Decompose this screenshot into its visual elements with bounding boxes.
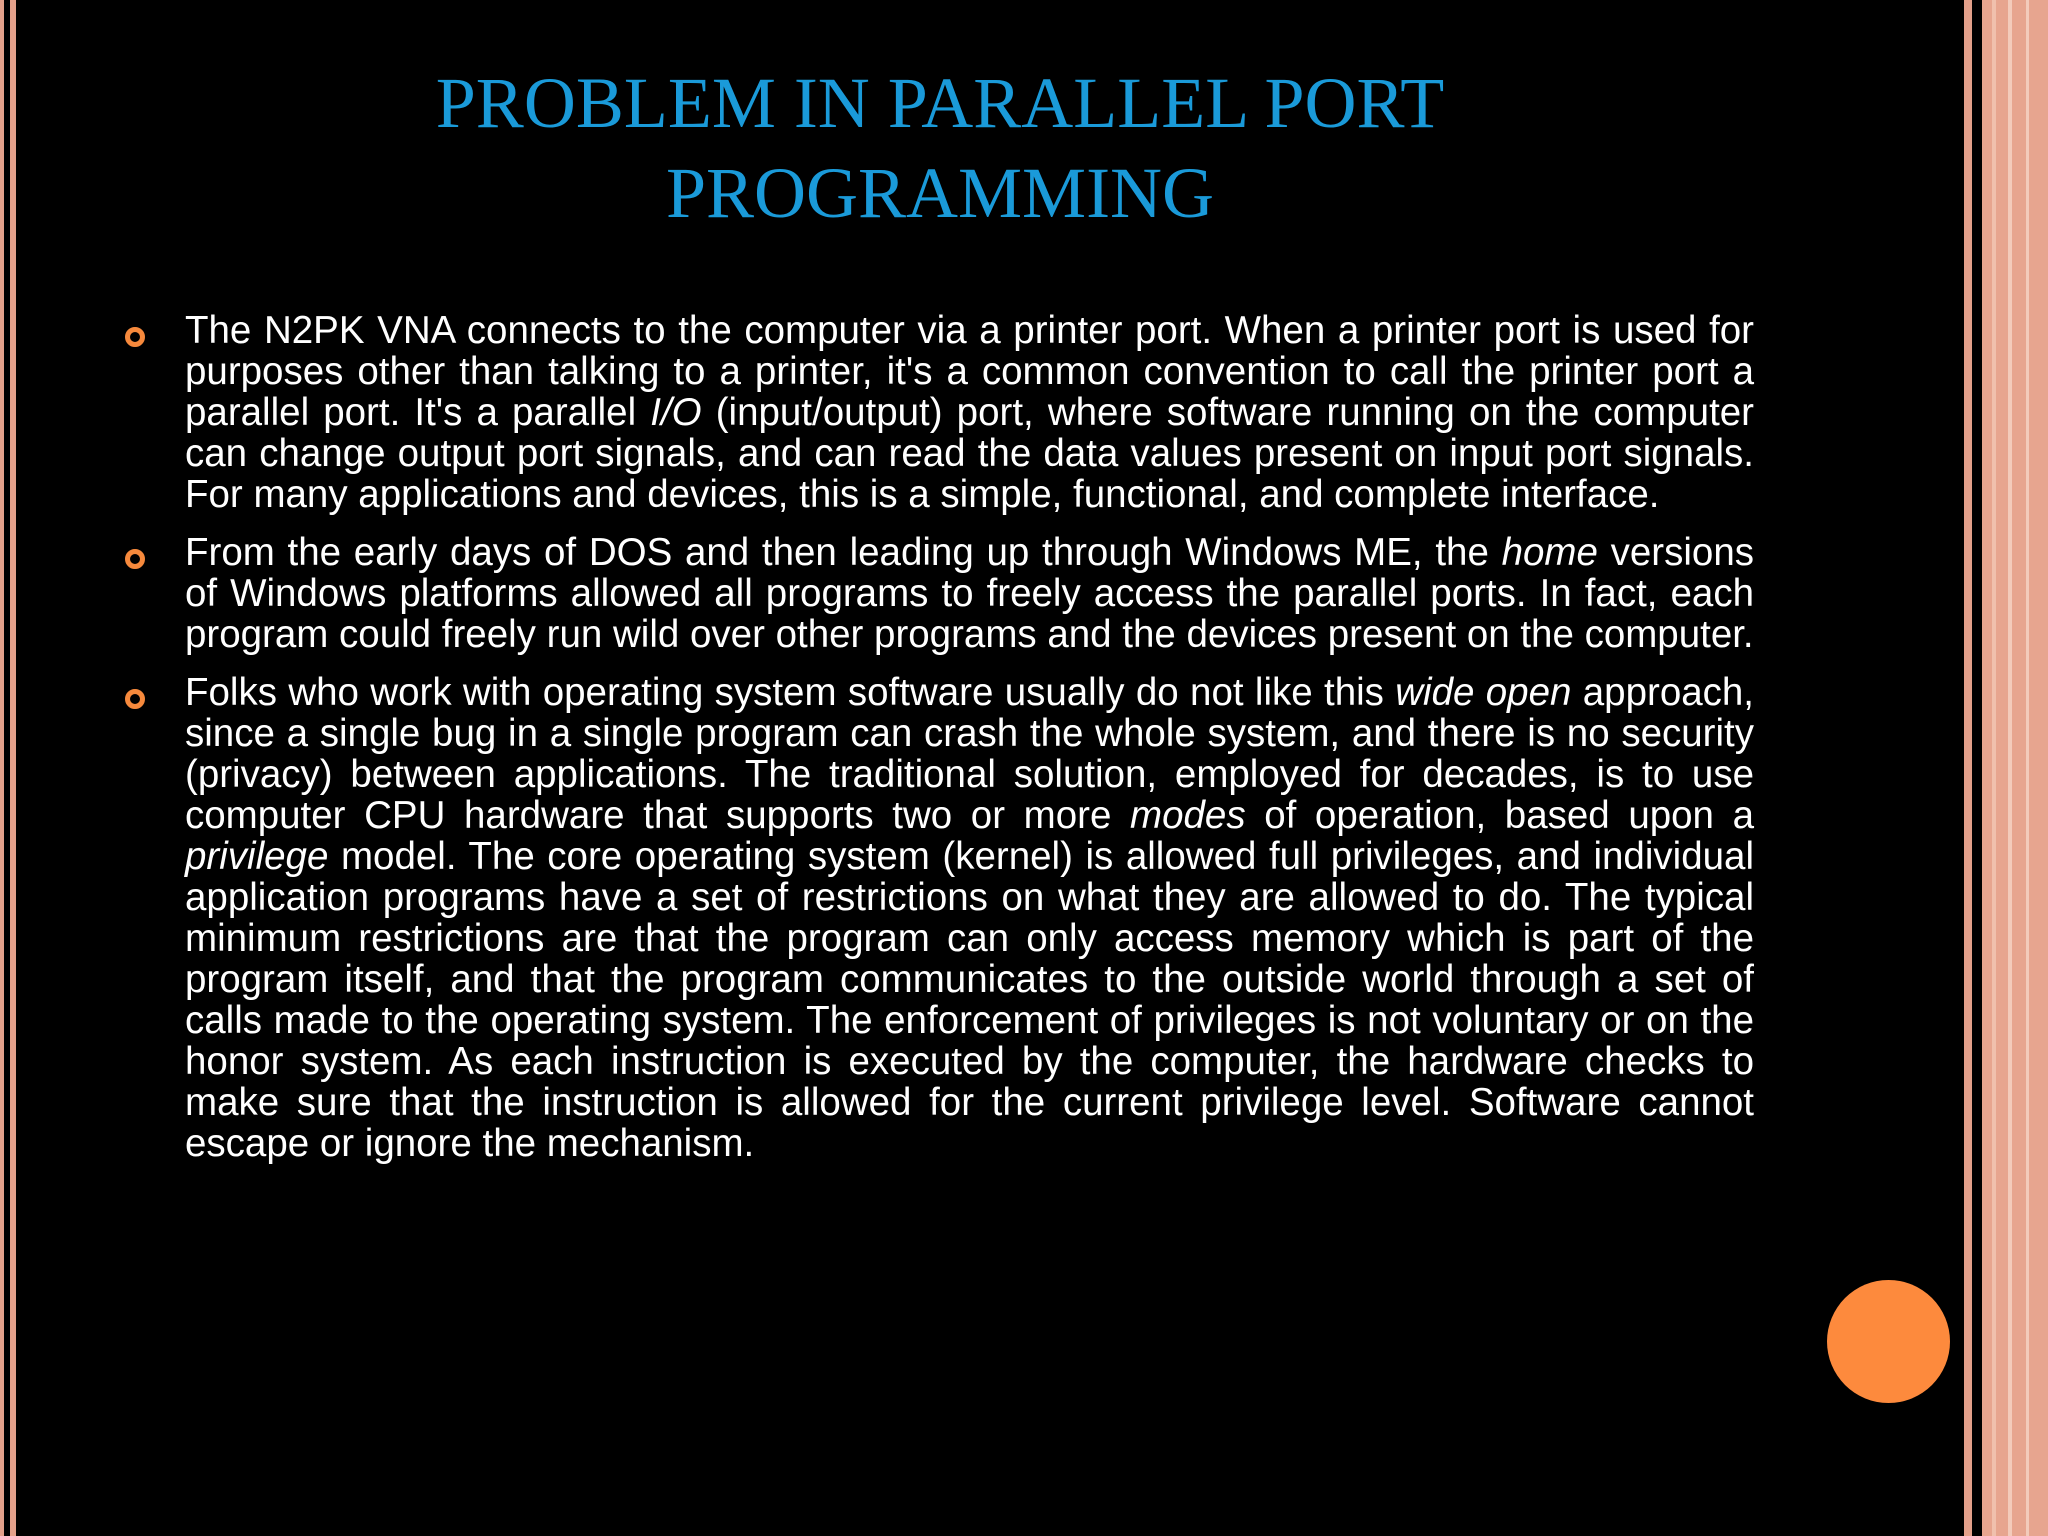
bullet-text-segment: of operation, based upon a — [1245, 794, 1754, 837]
bullet-text-segment: approach, since a single bug in a single program can crash the whole system, and there is no security (privacy) between applications. The traditional solution, employed for decades, is to use computer CPU hardware that supports two or more — [185, 671, 1754, 837]
bullet-text-segment: (input/output) port, where software running on the computer can change output port signals, and can read the data values present on input port signals. For many applications and devices, this is a simple, functional, and complete interface. — [185, 391, 1754, 516]
orange-circle-decoration — [1827, 1280, 1950, 1403]
right-decor-stripe — [1964, 0, 1972, 1536]
slide-title-line-1: PROBLEM IN PARALLEL PORT — [435, 63, 1445, 143]
bullet-text — [185, 309, 1754, 516]
hollow-circle-bullet-icon — [125, 327, 145, 347]
right-decor-stripe — [1982, 0, 1992, 1536]
bullet-text-emphasis: wide open — [1395, 671, 1572, 714]
right-decor-stripe — [1996, 0, 2008, 1536]
bullet-text — [185, 531, 1754, 656]
bullet-text-segment: versions of Windows platforms allowed all programs to freely access the parallel ports. In fact, each program could freely run wild over other programs and the devices present on the computer. — [185, 531, 1754, 656]
bullet-text-emphasis: I/O — [650, 391, 702, 434]
left-frame-line — [0, 0, 4, 1536]
right-decor-stripe — [2026, 0, 2029, 1536]
bullet-text-emphasis: modes — [1130, 794, 1246, 837]
bullet-list — [120, 310, 1754, 1181]
bullet-item — [120, 310, 1754, 515]
bullet-text-emphasis: privilege — [185, 835, 329, 878]
bullet-text — [185, 671, 1754, 1165]
bullet-text-segment: Folks who work with operating system software usually do not like this — [185, 671, 1396, 714]
bullet-text-emphasis: home — [1501, 531, 1598, 574]
bullet-text-segment: From the early days of DOS and then leading up through Windows ME, the — [185, 531, 1502, 574]
hollow-circle-bullet-icon — [125, 689, 145, 709]
right-decor-stripe — [2012, 0, 2048, 1536]
slide-title-line-2: PROGRAMMING — [665, 153, 1215, 233]
bullet-text-segment: The N2PK VNA connects to the computer via a printer port. When a printer port is used for purposes other than talking to a printer, it's a common convention to call the printer port a parallel port. It's a parallel — [185, 309, 1754, 434]
bullet-item — [120, 672, 1754, 1164]
left-frame-line-inner — [10, 0, 16, 1536]
bullet-text-segment: model. The core operating system (kernel) is allowed full privileges, and individual application programs have a set of restrictions on what they are allowed to do. The typical minimum restrictions are that the program can only access memory which is part of the program itself, and that the program communicates to the outside world through a set of calls made to the operating system. The enforcement of privileges is not voluntary or on the honor system. As each instruction is executed by the computer, the hardware checks to make sure that the instruction is allowed for the current privilege level. Software cannot escape or ignore the mechanism. — [185, 835, 1754, 1165]
hollow-circle-bullet-icon — [125, 549, 145, 569]
slide-title — [300, 58, 1580, 238]
bullet-item — [120, 532, 1754, 655]
